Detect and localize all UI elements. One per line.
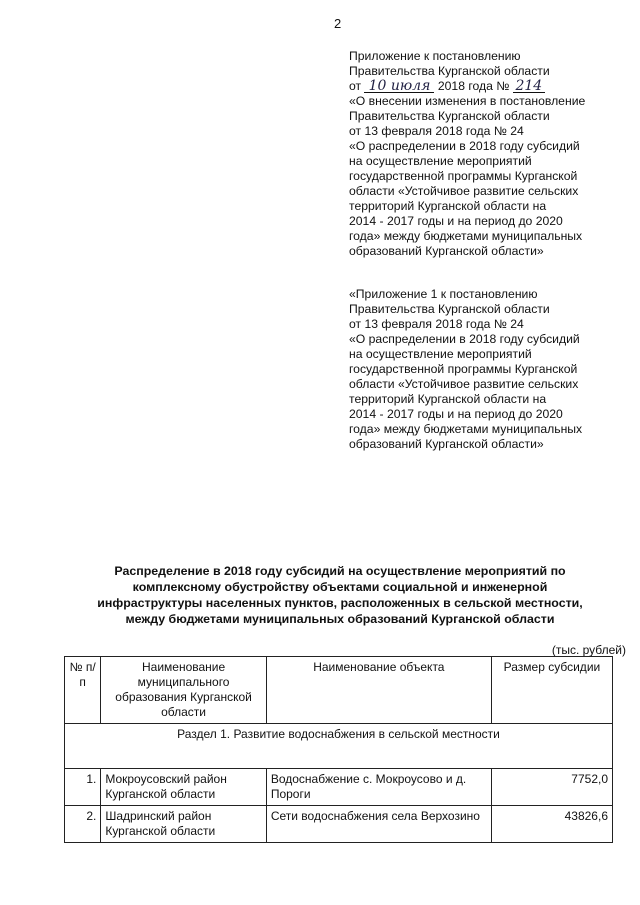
title-line: Распределение в 2018 году субсидий на осуществление мероприятий по (114, 564, 566, 578)
page-number: 2 (334, 16, 342, 31)
annex-line: «О внесении изменения в постановление (349, 94, 586, 108)
row-num: 1. (65, 769, 101, 806)
annex-line: территорий Курганской области на (349, 199, 547, 213)
row-amount: 43826,6 (491, 806, 612, 843)
title-line: между бюджетами муниципальных образований Курганской области (125, 612, 555, 626)
document-title (60, 563, 620, 627)
annex-year: 2018 года № (437, 79, 510, 93)
title-line: инфраструктуры населенных пунктов, расположенных в сельской местности, (97, 596, 583, 610)
annex-from: от (349, 79, 362, 93)
row-object: Сети водоснабжения села Верхозино (266, 806, 491, 843)
row-amount: 7752,0 (491, 769, 612, 806)
annex-quote-line: территорий Курганской области на (349, 392, 547, 406)
annex-header (349, 49, 624, 259)
annex-line: государственной программы Курганской (349, 169, 578, 183)
annex-quote-line: от 13 февраля 2018 года № 24 (349, 317, 524, 331)
handwritten-date: 10 июля (364, 80, 434, 93)
annex-line: области «Устойчивое развитие сельских (349, 184, 579, 198)
table-row (65, 806, 613, 843)
header-object: Наименование объекта (266, 657, 491, 724)
annex-quote-line: «Приложение 1 к постановлению (349, 287, 538, 301)
header-municipality: Наименование муниципального образования Курганской области (101, 657, 267, 724)
row-object: Водоснабжение с. Мокроусово и д. Пороги (266, 769, 491, 806)
annex-line: Правительства Курганской области (349, 64, 550, 78)
annex-line: «О распределении в 2018 году субсидий (349, 139, 580, 153)
annex-quote-line: на осуществление мероприятий (349, 347, 532, 361)
title-line: комплексному обустройству объектами социальной и инженерной (132, 580, 548, 594)
row-municipality: Мокроусовский район Курганской области (101, 769, 267, 806)
units-label: (тыс. рублей) (551, 643, 626, 657)
header-amount: Размер субсидии (491, 657, 612, 724)
annex-line: Правительства Курганской области (349, 109, 550, 123)
annex-quote-line: Правительства Курганской области (349, 302, 550, 316)
section-row (65, 724, 613, 769)
annex-quote-line: образований Курганской области» (349, 437, 544, 451)
annex-line: от 13 февраля 2018 года № 24 (349, 124, 524, 138)
annex-line: на осуществление мероприятий (349, 154, 532, 168)
annex-line: Приложение к постановлению (349, 49, 521, 63)
annex-quote-line: года» между бюджетами муниципальных (349, 422, 583, 436)
section-title: Раздел 1. Развитие водоснабжения в сельской местности (65, 724, 613, 769)
annex-quote-line: 2014 - 2017 годы и на период до 2020 (349, 407, 563, 421)
annex-line: 2014 - 2017 годы и на период до 2020 (349, 214, 563, 228)
row-municipality: Шадринский район Курганской области (101, 806, 267, 843)
annex-quote-line: области «Устойчивое развитие сельских (349, 377, 579, 391)
annex-quote-line: «О распределении в 2018 году субсидий (349, 332, 580, 346)
annex-quote (349, 287, 624, 452)
annex-line: образований Курганской области» (349, 244, 544, 258)
annex-line: года» между бюджетами муниципальных (349, 229, 583, 243)
row-num: 2. (65, 806, 101, 843)
annex-date-line (349, 79, 624, 94)
handwritten-number: 214 (513, 80, 545, 93)
annex-quote-line: государственной программы Курганской (349, 362, 578, 376)
header-num: № п/п (65, 657, 101, 724)
table-row (65, 769, 613, 806)
subsidy-table (64, 656, 613, 843)
table-header-row (65, 657, 613, 724)
